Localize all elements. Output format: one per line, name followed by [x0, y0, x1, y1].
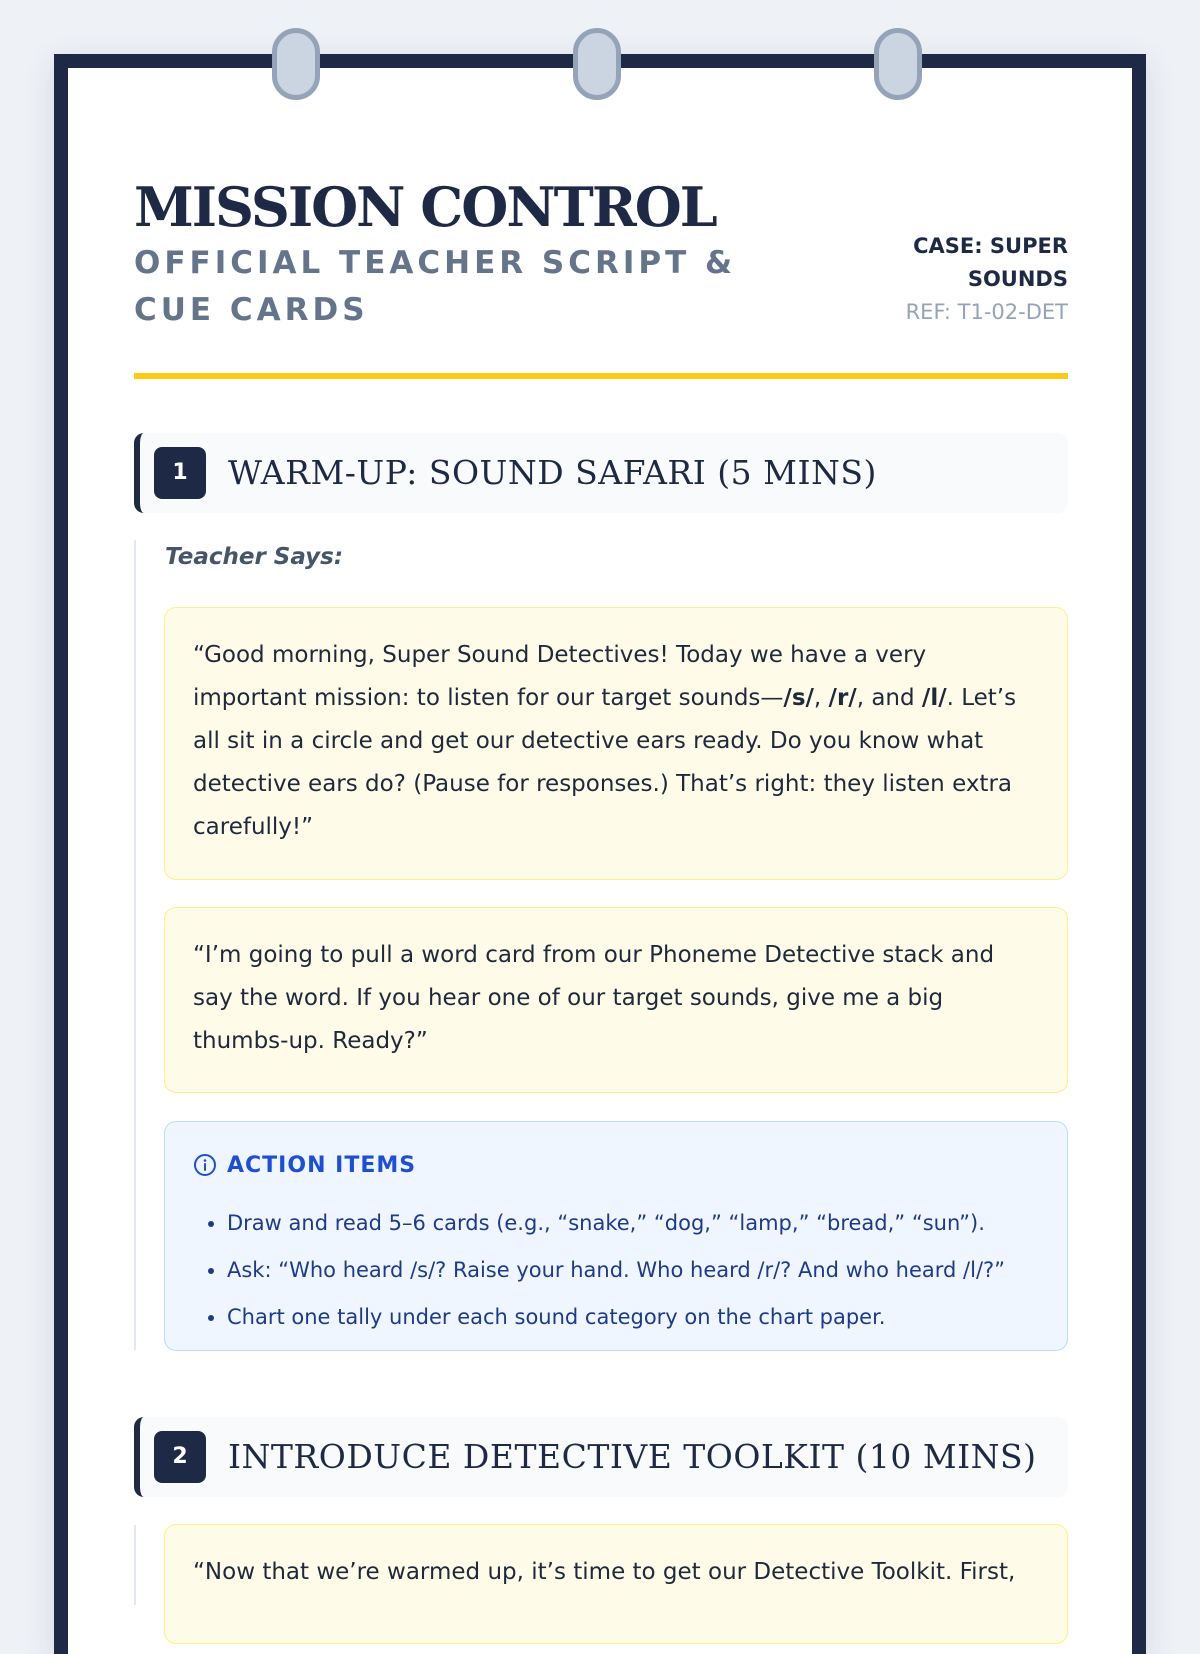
- section-header-2: [134, 1417, 1068, 1497]
- page-title: MISSION CONTROL: [134, 175, 716, 239]
- section-body-rule: [134, 1525, 136, 1605]
- teacher-quote: [164, 607, 1068, 880]
- quote-text: , and: [856, 685, 922, 711]
- action-items-box: [164, 1121, 1068, 1351]
- quote-text: “Good morning, Super Sound Detectives! Today we have a very important mission: to listen for our target sounds—: [193, 642, 927, 711]
- quote-text: “I’m going to pull a word card from our Phoneme Detective stack and say the word. If you hear one of our target sounds, give me a big thumbs-up. Ready?”: [193, 942, 995, 1054]
- action-item: • Ask: “Who heard /s/? Raise your hand. Who heard /r/? And who heard /l/?”: [227, 1247, 1057, 1294]
- quote-text: ,: [813, 685, 829, 711]
- action-item: • Draw and read 5–6 cards (e.g., “snake,” “dog,” “lamp,” “bread,” “sun”).: [227, 1200, 1057, 1247]
- info-icon: [193, 1153, 217, 1177]
- teacher-quote: [164, 1524, 1068, 1644]
- case-info: [848, 230, 1068, 329]
- section-body-rule: [134, 540, 136, 1350]
- teacher-says-label: Teacher Says:: [165, 544, 344, 570]
- target-sound: /l/: [921, 685, 947, 711]
- quote-text: “Now that we’re warmed up, it’s time to get our Detective Toolkit. First,: [193, 1559, 1016, 1585]
- case-ref: REF: T1-02-DET: [905, 300, 1068, 324]
- binder-ring-icon: [573, 28, 621, 100]
- section-header-1: [134, 433, 1068, 513]
- section-title: INTRODUCE DETECTIVE TOOLKIT (10 MINS): [228, 1437, 1037, 1476]
- quote-text: . Let’s all sit in a circle and get our detective ears ready. Do you know what detective ears do? (Pause for responses.) That’s right: they listen extra carefully!”: [193, 685, 1017, 840]
- section-title: WARM-UP: SOUND SAFARI (5 MINS): [228, 453, 877, 492]
- document-header: [134, 175, 1068, 378]
- header-divider: [134, 373, 1068, 379]
- action-item: • Chart one tally under each sound category on the chart paper.: [227, 1294, 1057, 1341]
- section-number-badge: 2: [154, 1431, 206, 1483]
- action-items-list: [193, 1200, 1057, 1341]
- page-subtitle: OFFICIAL TEACHER SCRIPT & CUE CARDS: [134, 245, 737, 328]
- target-sound: /r/: [828, 685, 857, 711]
- action-items-heading: [193, 1150, 416, 1182]
- case-label: CASE: SUPER SOUNDS: [913, 234, 1068, 291]
- binder-ring-icon: [874, 28, 922, 100]
- target-sound: /s/: [783, 685, 814, 711]
- binder-ring-icon: [272, 28, 320, 100]
- section-number-badge: 1: [154, 447, 206, 499]
- action-items-label: ACTION ITEMS: [227, 1153, 417, 1178]
- teacher-quote: [164, 907, 1068, 1093]
